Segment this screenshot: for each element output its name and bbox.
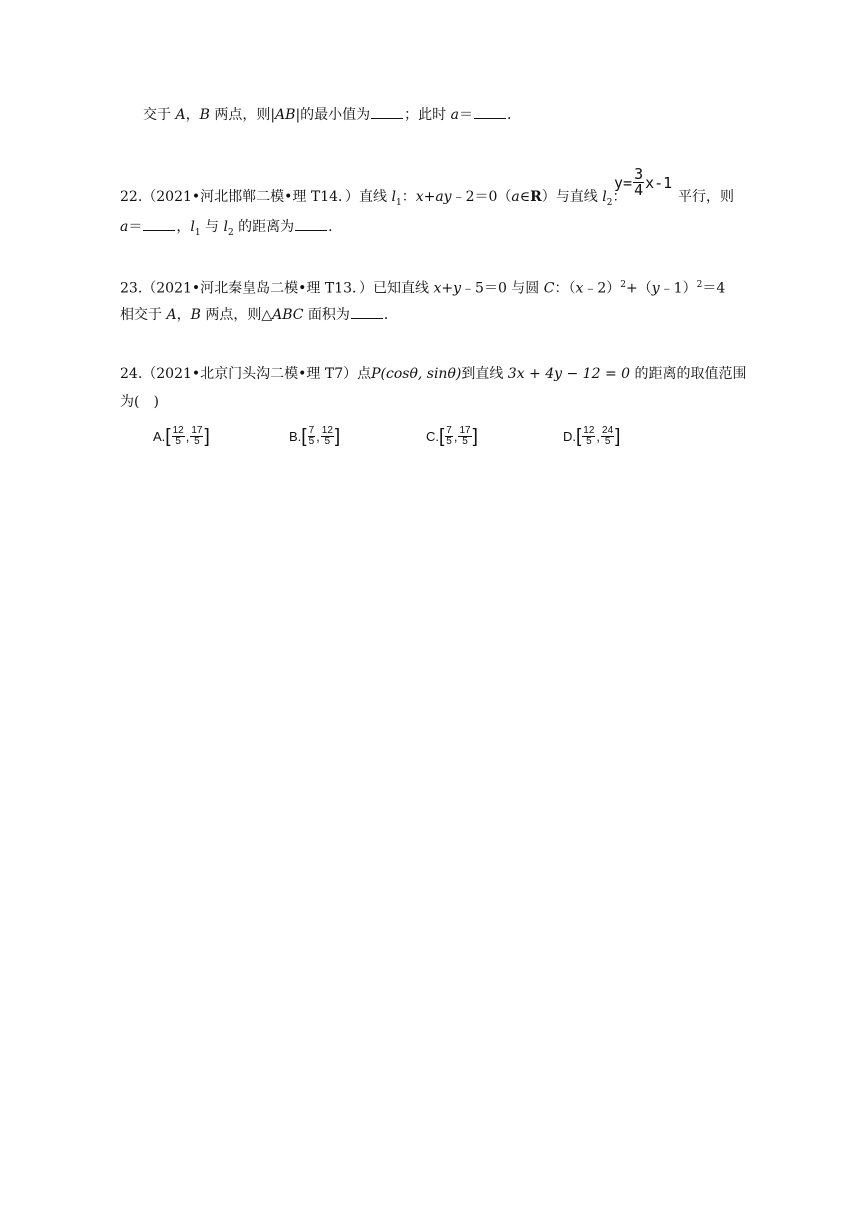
denominator: 5 — [462, 436, 468, 447]
var-l: l — [391, 189, 396, 205]
text: ＝ — [458, 107, 473, 123]
var-y: y — [651, 280, 660, 297]
var-a: a — [120, 219, 129, 235]
bracket-open: [ — [576, 426, 582, 447]
text: 的距离为 — [233, 219, 295, 235]
superscript: 2 — [620, 280, 627, 290]
numerator: 12 — [321, 425, 333, 436]
numerator: 17 — [191, 425, 203, 436]
real-set: R — [530, 189, 542, 205]
fraction — [601, 426, 614, 447]
var-x: x — [433, 280, 442, 297]
text: + — [441, 280, 454, 297]
numerator: 12 — [172, 425, 184, 436]
numerator: 3 — [634, 165, 644, 183]
answer-blank — [295, 216, 327, 231]
text: 为( ) — [120, 394, 159, 410]
text: ， — [176, 219, 191, 235]
choice-label: D. — [563, 429, 576, 444]
choice-a[interactable]: A. [ $\frac{12}{5}$ , $\frac{17}{5}$ ] — [153, 425, 210, 447]
var-l: l — [602, 189, 607, 205]
text: |的最小值为 — [295, 107, 371, 123]
point-a: A — [175, 107, 186, 123]
line-equation: 3x + 4y − 12 = 0 — [507, 366, 631, 382]
q22-suffix — [678, 187, 734, 207]
text: ）与直线 — [541, 189, 603, 205]
bracket-close: ] — [204, 426, 210, 447]
text: ﹣5＝0 与圆 — [461, 280, 544, 297]
text: 的距离的取值范围 — [630, 366, 747, 382]
point-b: B — [199, 107, 210, 123]
var-ay: ay — [435, 189, 452, 205]
fraction — [172, 426, 185, 447]
bracket-open: [ — [165, 426, 171, 447]
text: 相交于 — [120, 307, 167, 323]
equation-image — [614, 167, 672, 198]
question-prefix: 23.（2021•河北秦皇岛二模•理 T13．）已知直线 — [120, 280, 434, 297]
q24-line-1 — [120, 364, 746, 384]
text: ；此时 — [404, 107, 451, 123]
fraction — [321, 426, 334, 447]
text: 与 — [200, 219, 224, 235]
var-a: a — [450, 107, 459, 123]
text: +（ — [626, 280, 652, 297]
q21-line — [143, 104, 521, 125]
denominator: 5 — [586, 436, 592, 447]
denominator: 5 — [194, 436, 200, 447]
text: ：（ — [554, 280, 576, 297]
fraction — [190, 426, 203, 447]
text: ﹣2） — [583, 280, 621, 297]
q22-line-1 — [120, 187, 626, 213]
fraction — [445, 426, 453, 447]
answer-blank — [474, 104, 506, 119]
text: ﹣2＝0（ — [451, 189, 512, 205]
choice-label: B. — [289, 429, 302, 444]
denominator: 5 — [446, 436, 452, 447]
point-p: P(cosθ, sinθ) — [371, 366, 462, 382]
q23-line-2 — [120, 304, 398, 325]
fraction — [582, 426, 595, 447]
q23-line-1 — [120, 275, 725, 299]
var-l: l — [190, 219, 195, 235]
question-prefix: 24.（2021•北京门头沟二模•理 T7）点 — [120, 366, 372, 382]
text: ． — [506, 107, 521, 123]
circle-c: C — [543, 280, 555, 297]
denominator: 5 — [324, 436, 331, 447]
answer-blank — [371, 104, 403, 119]
text: + — [423, 189, 436, 205]
text: ＝4 — [702, 280, 726, 297]
q24-line-2 — [120, 392, 159, 412]
var-y: y — [453, 280, 462, 297]
subscript: 2 — [227, 227, 234, 238]
var-l: l — [223, 219, 228, 235]
fraction — [458, 426, 471, 447]
text: ： — [612, 189, 627, 205]
numerator: 7 — [446, 425, 452, 436]
question-prefix: 22.（2021•河北邯郸二模•理 T14．）直线 — [120, 189, 392, 205]
subscript: 1 — [194, 227, 201, 238]
text: ∈ — [519, 189, 531, 205]
eq-y: y= — [614, 173, 633, 192]
bracket-close: ] — [615, 426, 621, 447]
fraction — [308, 426, 316, 447]
var-a: a — [511, 189, 520, 205]
bracket-close: ] — [334, 426, 341, 447]
text: 面积为 — [303, 307, 350, 323]
triangle-abc: ABC — [272, 307, 304, 323]
denominator: 5 — [175, 436, 181, 447]
text: 两点，则| — [209, 107, 276, 123]
numerator: 12 — [583, 425, 595, 436]
subscript: 2 — [606, 197, 613, 208]
answer-blank — [351, 304, 383, 319]
bracket-open: [ — [439, 426, 445, 447]
choice-b[interactable]: B. [ $\frac{7}{5}$ , $\frac{12}{5}$ ] — [289, 425, 341, 447]
text: ． — [328, 219, 343, 235]
text: 交于 — [143, 107, 176, 123]
var-x: x — [575, 280, 584, 297]
bracket-open: [ — [301, 426, 307, 447]
choice-d[interactable]: D. [ $\frac{12}{5}$ , $\frac{24}{5}$ ] — [563, 425, 621, 447]
text: ＝ — [128, 219, 143, 235]
answer-blank — [143, 216, 175, 231]
denominator: 4 — [634, 181, 644, 199]
point-b: B — [190, 307, 201, 323]
q22-line-2 — [120, 216, 342, 243]
denominator: 5 — [308, 436, 315, 447]
choice-label: C. — [426, 429, 439, 444]
numerator: 7 — [308, 425, 315, 436]
choice-label: A. — [153, 429, 166, 444]
text: 到直线 — [461, 366, 508, 382]
subscript: 1 — [395, 197, 402, 208]
text: 平行，则 — [678, 189, 734, 205]
text: ﹣1） — [659, 280, 697, 297]
segment-ab: AB — [275, 107, 296, 123]
text: ． — [383, 307, 398, 323]
bracket-close: ] — [472, 426, 478, 447]
numerator: 17 — [459, 425, 471, 436]
var-x: x — [415, 189, 424, 205]
point-a: A — [166, 307, 177, 323]
numerator: 24 — [602, 425, 614, 436]
choice-c[interactable]: C. [ $\frac{7}{5}$ , $\frac{17}{5}$ ] — [426, 425, 478, 447]
text: ： — [401, 189, 416, 205]
superscript: 2 — [696, 280, 703, 290]
eq-rest: x-1 — [645, 173, 673, 192]
denominator: 5 — [604, 436, 611, 447]
text: ， — [176, 307, 191, 323]
text: ， — [185, 107, 200, 123]
text: 两点，则△ — [200, 307, 273, 323]
fraction — [633, 167, 644, 198]
